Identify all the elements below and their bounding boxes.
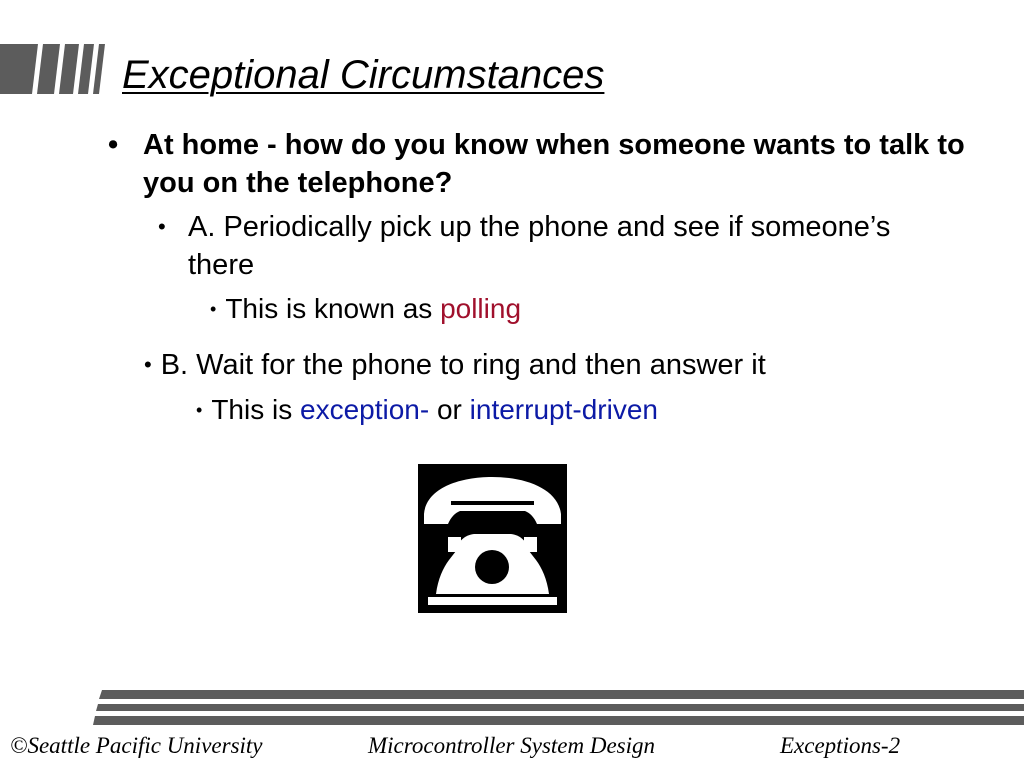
footer-course-title: Microcontroller System Design [368, 733, 656, 758]
interrupt-driven-term: interrupt-driven [469, 394, 658, 425]
bullet-question [108, 126, 1013, 202]
bullet-interrupt [196, 391, 658, 429]
bullet-polling [210, 290, 521, 328]
bullet-option-b [144, 346, 766, 384]
bullet-question-text: At home - how do you know when someone wants to talk to you on the telephone? [143, 129, 965, 199]
exception-term: exception- [300, 394, 430, 425]
telephone-icon [418, 464, 567, 613]
bullet-option-a-text: A. Periodically pick up the phone and see if someone’s there [188, 211, 891, 281]
bullet-marker: • [144, 352, 152, 377]
footer-copyright: ©Seattle Pacific University [10, 733, 263, 758]
bullet-option-a [158, 208, 918, 284]
bullet-marker: • [108, 129, 119, 161]
bullet-option-b-text: B. Wait for the phone to ring and then answer it [160, 349, 766, 381]
polling-term: polling [440, 293, 522, 324]
bullet-marker: • [158, 214, 166, 239]
title-stripes-decoration [0, 44, 110, 94]
bullet-marker: • [196, 400, 203, 420]
bullet-interrupt-or: or [429, 394, 470, 425]
footer-page-label: Exceptions-2 [780, 733, 901, 758]
bullet-polling-text: This is known as [225, 293, 441, 324]
slide-title: Exceptional Circumstances [122, 53, 605, 97]
bullet-interrupt-text: This is [211, 394, 300, 425]
footer-stripes-decoration [0, 690, 1024, 730]
bullet-marker: • [210, 299, 217, 319]
